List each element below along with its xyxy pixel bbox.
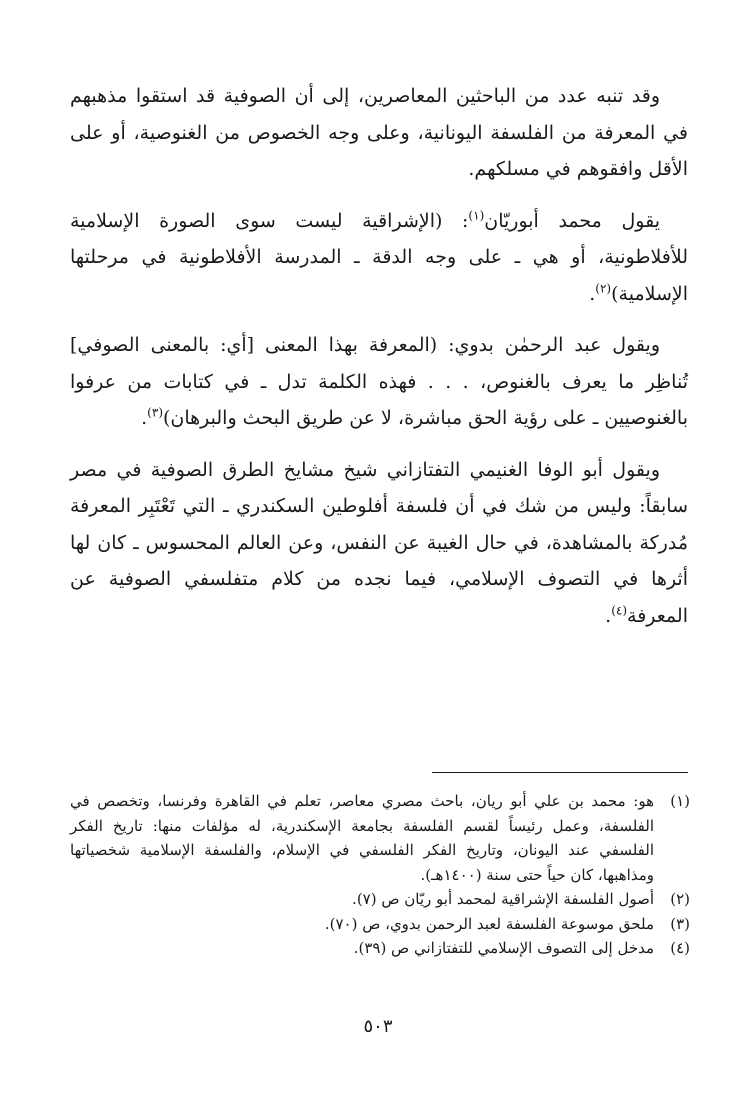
footnote-1 [70, 789, 690, 887]
footnote-ref-3[interactable]: (٣) [147, 405, 163, 420]
footnote-divider [432, 772, 688, 773]
footnote-ref-4[interactable]: (٤) [611, 603, 628, 618]
footnote-2-number: (٢) [670, 890, 690, 908]
footnote-ref-2[interactable]: (٢) [595, 281, 612, 296]
paragraph-2-text-a: يقول محمد أبوريّان [484, 209, 660, 232]
footnote-4 [70, 936, 690, 961]
paragraph-3-text-b: . [141, 407, 148, 429]
paragraph-1-text: وقد تنبه عدد من الباحثين المعاصرين، إلى أن الصوفية قد استقوا مذهبهم في المعرفة من الفلسفة اليونانية، وعلى وجه الخصوص من الغنوصية، أو على الأقل وافقوهم في مسلكهم. [70, 85, 688, 180]
page-number: ٥٠٣ [363, 1016, 393, 1037]
paragraph-2 [70, 203, 688, 313]
footnote-2 [70, 887, 690, 912]
paragraph-1 [70, 78, 688, 188]
main-text [70, 78, 688, 649]
footnotes-section [70, 789, 690, 961]
footnote-3-number: (٣) [670, 914, 690, 933]
paragraph-4-text-a: ويقول أبو الوفا الغنيمي التفتازاني شيخ مشايخ الطرق الصوفية في مصر سابقاً: وليس من شك في أن فلسفة أفلوطين السكندري ـ التي تَعْتَبِر المعرفة مُدركة بالمشاهدة، في حال الغيبة عن النفس، وعن العالم المحسوس ـ كان لها أثرها في التصوف الإسلامي، فيما نجده من كلام متفلسفي الصوفية عن المعرفة [70, 458, 688, 627]
footnote-1-number: (١) [670, 792, 690, 810]
paragraph-4-text-b: . [605, 604, 612, 627]
paragraph-4 [70, 452, 688, 635]
paragraph-3 [70, 327, 688, 437]
paragraph-2-text-c: . [589, 282, 596, 305]
paragraph-2-text-b: : (الإشراقية ليست سوى الصورة الإسلامية للأفلاطونية، أو هي ـ على وجه الدقة ـ المدرسة الأفلاطونية في مرحلتها الإسلامية) [70, 209, 688, 305]
footnote-4-number: (٤) [670, 939, 690, 957]
footnote-2-text: أصول الفلسفة الإشراقية لمحمد أبو ريّان ص (٧). [352, 890, 654, 908]
footnote-3-text: ملحق موسوعة الفلسفة لعبد الرحمن بدوي، ص (٧٠). [324, 914, 654, 933]
footnote-1-text: هو: محمد بن علي أبو ريان، باحث مصري معاصر، تعلم في القاهرة وفرنسا، وتخصص في الفلسفة، وعمل رئيساً لقسم الفلسفة بجامعة الإسكندرية، له مؤلفات منها: تاريخ الفكر الفلسفي عند اليونان، وتاريخ الفكر الفلسفي في الإسلام، والفلسفة الإسلامية شخصياتها ومذاهبها، كان حياً حتى سنة (١٤٠٠هـ). [70, 792, 654, 884]
paragraph-3-text-a: ويقول عبد الرحمٰن بدوي: (المعرفة بهذا المعنى [أي: بالمعنى الصوفي] تُناظِر ما يعرف بالغنوص، . . . فهذه الكلمة تدل ـ في كتابات من عرفوا بالغنوصيين ـ على رؤية الحق مباشرة، لا عن طريق البحث والبرهان) [70, 334, 688, 429]
footnote-4-text: مدخل إلى التصوف الإسلامي للتفتازاني ص (٣٩). [353, 939, 654, 957]
footnote-ref-1[interactable]: (١) [468, 208, 485, 223]
footnote-3 [70, 912, 690, 937]
